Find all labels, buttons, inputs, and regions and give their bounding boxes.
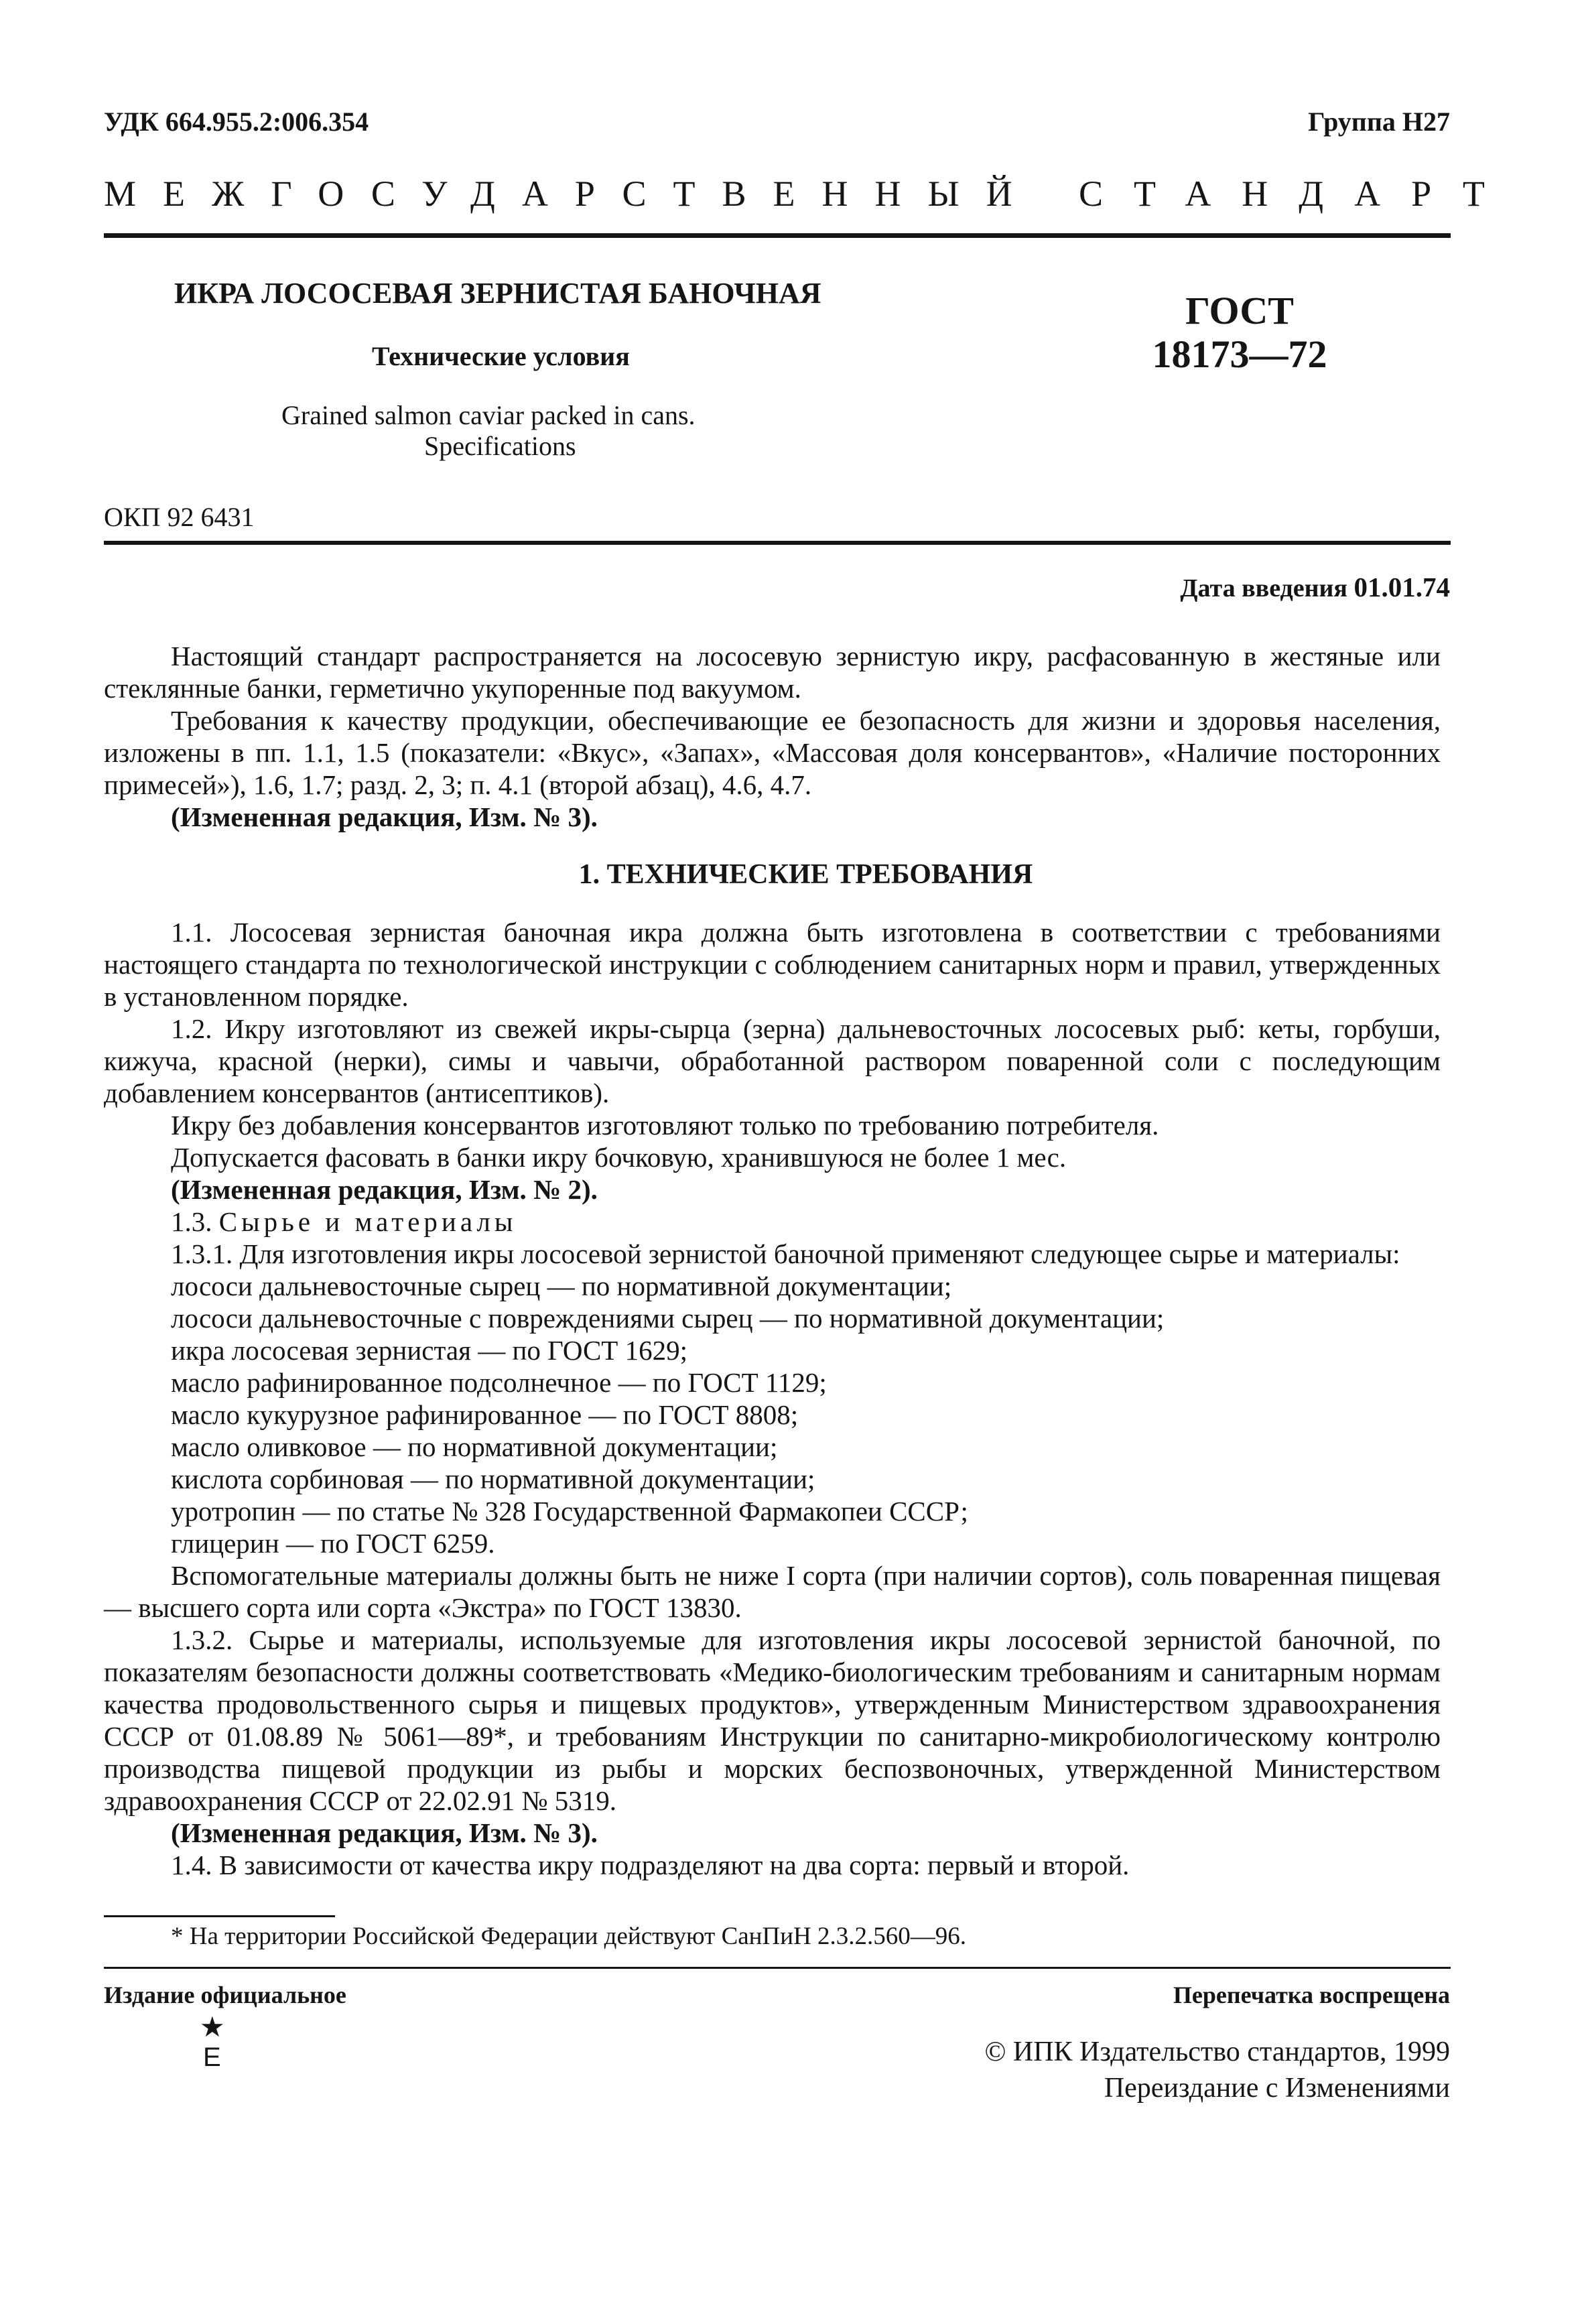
- list-item: масло рафинированное подсолнечное — по ГОСТ 1129;: [171, 1367, 827, 1398]
- english-title-line1: Grained salmon caviar packed in cans.: [281, 400, 696, 430]
- list-item: лососи дальневосточные с повреждениями сырец — по нормативной документации;: [171, 1303, 1165, 1334]
- list-item: лососи дальневосточные сырец — по нормативной документации;: [171, 1271, 952, 1301]
- gost-number: 18173—72: [1152, 332, 1327, 376]
- title-rule: [104, 541, 1451, 545]
- clause-1-3-2: 1.3.2. Сырье и материалы, используемые для изготовления икры лососевой зернистой баночной, по показателям безопасности должны соответствовать «Медико-биологическим требованиям и санитарным нормам качества продовольственного сырья и пищевых продуктов», утвержденным Министерством здравоохранения СССР от 01.08.89 № 5061—89*, и требованиям Инструкции по санитарно-микробиологическому контролю производства пищевой продукции из рыбы и морских беспозвоночных, утвержденной Министерством здравоохранения СССР от 22.02.91 № 5319.: [104, 1624, 1441, 1816]
- list-item: масло оливковое — по нормативной документации;: [171, 1431, 778, 1462]
- clause-1-4: 1.4. В зависимости от качества икру подразделяют на два сорта: первый и второй.: [171, 1850, 1130, 1880]
- clause-1-3-1: 1.3.1. Для изготовления икры лососевой зернистой баночной применяют следующее сырье и материалы:: [171, 1238, 1400, 1269]
- introduction-date: [1180, 571, 1450, 603]
- amendment-note: (Измененная редакция, Изм. № 3).: [171, 1817, 598, 1848]
- edition-letter: Е: [203, 2043, 221, 2072]
- header-rule: [104, 233, 1451, 238]
- copyright: © ИПК Издательство стандартов, 1999: [984, 2037, 1450, 2067]
- reprint-notice: Перепечатка воспрещена: [1173, 1982, 1450, 2008]
- clause-1-2: 1.2. Икру изготовляют из свежей икры-сырца (зерна) дальневосточных лососевых рыб: кеты, горбуши, кижуча, красной (нерки), симы и чавычи, обработанной раствором поваренной соли с последующим добавлением консервантов (антисептиков).: [104, 1013, 1441, 1108]
- document-body: [104, 640, 1441, 1881]
- clause-1-3-heading: [104, 1206, 1441, 1238]
- intro-paragraph: Настоящий стандарт распространяется на лососевую зернистую икру, расфасованную в жестяные или стеклянные банки, герметично укупоренные под вакуумом.: [104, 641, 1441, 704]
- footer-rule: [104, 1967, 1451, 1969]
- introduction-date-label: Дата введения: [1180, 574, 1347, 602]
- clause-1-2-no-preservatives: Икру без добавления консервантов изготовляют только по требованию потребителя.: [171, 1110, 1159, 1141]
- gost-label: ГОСТ: [1185, 289, 1294, 332]
- list-item: кислота сорбиновая — по нормативной документации;: [171, 1464, 815, 1494]
- official-edition: Издание официальное: [104, 1982, 346, 2008]
- reissue-note: Переиздание с Изменениями: [1104, 2073, 1450, 2104]
- section-heading: 1. ТЕХНИЧЕСКИЕ ТРЕБОВАНИЯ: [578, 859, 1033, 890]
- okp-code: ОКП 92 6431: [104, 502, 255, 532]
- footnote: * На территории Российской Федерации действуют СанПиН 2.3.2.560—96.: [171, 1923, 966, 1950]
- banner-standard: СТАНДАРТ: [1079, 174, 1516, 214]
- banner-interstate: МЕЖГОСУДАРСТВЕННЫЙ: [104, 174, 1039, 214]
- clause-title: Сырье и материалы: [218, 1206, 517, 1237]
- introduction-date-value: 01.01.74: [1354, 572, 1450, 602]
- list-item: масло кукурузное рафинированное — по ГОСТ 8808;: [171, 1399, 799, 1430]
- auxiliary-materials: Вспомогательные материалы должны быть не ниже I сорта (при наличии сортов), соль поваренная пищевая — высшего сорта или сорта «Экстра» по ГОСТ 13830.: [104, 1560, 1441, 1623]
- list-item: уротропин — по статье № 328 Государственной Фармакопеи СССР;: [171, 1496, 968, 1527]
- clause-1-1: 1.1. Лососевая зернистая баночная икра должна быть изготовлена в соответствии с требованиями настоящего стандарта по технологической инструкции с соблюдением санитарных норм и правил, утвержденных в установленном порядке.: [104, 917, 1441, 1012]
- list-item: глицерин — по ГОСТ 6259.: [171, 1528, 495, 1559]
- english-title-line2: Specifications: [424, 431, 576, 461]
- group-code: Группа Н27: [1308, 107, 1450, 137]
- star-icon: ★: [200, 2012, 225, 2043]
- amendment-note: (Измененная редакция, Изм. № 3).: [171, 801, 598, 832]
- list-item: икра лососевая зернистая — по ГОСТ 1629;: [171, 1335, 687, 1366]
- udk-code: УДК 664.955.2:006.354: [104, 107, 369, 137]
- safety-requirements-paragraph: Требования к качеству продукции, обеспечивающие ее безопасность для жизни и здоровья населения, изложены в пп. 1.1, 1.5 (показатели: «Вкус», «Запах», «Массовая доля консервантов», «Наличие посторонних примесей»), 1.6, 1.7; разд. 2, 3; п. 4.1 (второй абзац), 4.6, 4.7.: [104, 705, 1441, 800]
- clause-number: 1.3.: [171, 1206, 212, 1237]
- document-title: ИКРА ЛОСОСЕВАЯ ЗЕРНИСТАЯ БАНОЧНАЯ: [174, 277, 821, 310]
- amendment-note: (Измененная редакция, Изм. № 2).: [171, 1174, 598, 1205]
- footnote-rule: [104, 1915, 335, 1917]
- clause-1-2-barrel-caviar: Допускается фасовать в банки икру бочковую, хранившуюся не более 1 мес.: [171, 1142, 1067, 1173]
- document-subtitle: Технические условия: [372, 341, 630, 371]
